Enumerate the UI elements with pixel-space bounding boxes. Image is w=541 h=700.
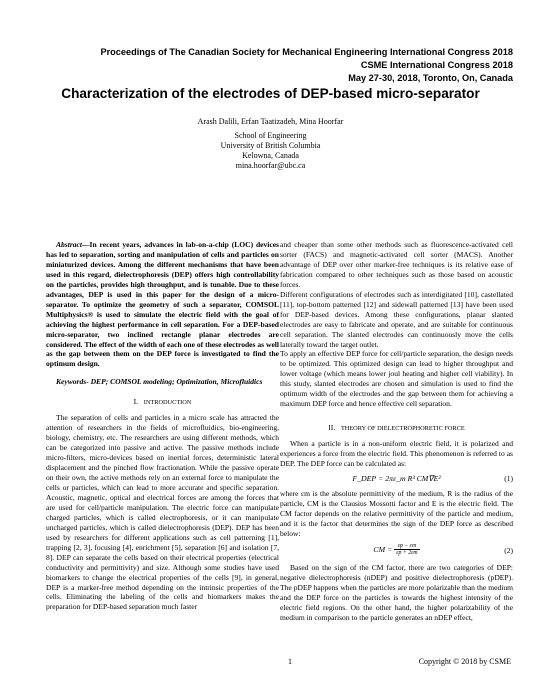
equation-2 xyxy=(280,542,513,560)
keywords-label: Keywords- xyxy=(56,377,89,387)
proceedings-line: Proceedings of The Canadian Society for Mechanical Engineering International Congress 2018 xyxy=(100,47,513,57)
affiliation-university: University of British Columbia xyxy=(220,141,321,150)
optimization-paragraph: To apply an effective DEP force for cell/particle separation, the design needs to be optimized. This optimized design can lead to higher throughput and lower voltage (which means lower joul heating and higher cell viability). In this study, slanted electrodes are chosen and simulation is used to find the optimum width of the electrodes and the gap between them for achieving a maximum DEP force and hence effective cell separation. xyxy=(280,349,513,409)
congress-line: CSME International Congress 2018 xyxy=(360,60,513,70)
affiliation-school: School of Engineering xyxy=(234,131,307,140)
keywords-text: DEP; COMSOL modeling; Optimization, Microfluidics xyxy=(90,377,263,387)
authors: Arash Dalili, Erfan Taatizadeh, Mina Hoorfar xyxy=(197,117,344,126)
page-number: 1 xyxy=(288,657,292,666)
clausius-mossotti-fraction xyxy=(394,543,419,557)
keywords xyxy=(46,377,279,387)
equation-1-expression: F_DEP = 2πε_m R³ CM∇E² xyxy=(352,474,441,484)
equation-1-number: (1) xyxy=(504,474,513,484)
abstract-label: Abstract— xyxy=(56,240,90,249)
date-location-line: May 27-30, 2018, Toronto, On, Canada xyxy=(348,73,513,83)
left-column xyxy=(46,240,279,612)
introduction-paragraph: The separation of cells and particles in a micro scale has attracted the attention of researchers in the fields of microfluidics, bio-engineering, biology, chemistry, etc. The researchers are using different methods, which can be categorized into passive and active. The passive methods include micro-filters, micro-devices based on inertial forces, deterministic lateral displacement and the pinched flow fractionation. While the passive operate on their own, the active methods rely on an external force to manipulate the cells or particles, which can lead to more accurate and specific separation. Acoustic, magnetic, optical and electrical forces are among the forces that are used for cell/particle manipulation. The electric force can manipulate charged particles, which is called electrophoresis, or it can manipulate uncharged particles, which is called dielectrophoresis (DEP). DEP has been used by researchers for different applications such as cell patterning [1], trapping [2, 3], focusing [4], enrichment [5], separation [6] and isolation [7, 8]. DEP can separate the cells based on their electrical properties (electrical conductivity and permittivity) and size. Although some studies have used biomarkers to change the electrical properties of the cells [9], in general, DEP is a marker-free method depending on the intrinsic properties of the cells. Eliminating the labeling of the cells and biomarkers makes the preparation for DEP-based separation much faster xyxy=(46,413,279,612)
affiliation-city: Kelowna, Canada xyxy=(242,151,299,160)
theory-paragraph-1: When a particle is in a non-uniform electric field, it is polarized and experiences a force from the electric field. This phenomenon is referred to as DEP. The DEP force can be calculated as: xyxy=(280,439,513,469)
copyright: Copyright © 2018 by CSME xyxy=(418,657,511,666)
paper-title: Characterization of the electrodes of DEP-based micro-separator xyxy=(61,86,480,101)
equation-2-denominator: εp + 2εm xyxy=(396,550,418,557)
theory-paragraph-3: Based on the sign of the CM factor, there are two categories of DEP: negative dielectrophoresis (nDEP) and positive dielectrophoresis (pDEP). The pDEP happens when the particles are more polarizable than the medium and the DEP force on the particles is towards the highest intensity of the electric field regions. On the other hand, the higher polarizability of the medium in comparison to the particle generates an nDEP effect, xyxy=(280,562,513,622)
right-column xyxy=(280,240,513,623)
equation-2-number: (2) xyxy=(504,545,513,555)
author-email: mina.hoorfar@ubc.ca xyxy=(235,161,306,170)
equation-2-numerator: εp − εm xyxy=(394,543,419,551)
electrode-configurations-paragraph: Different configurations of electrodes such as interdigitated [10], castellated [11], top-bottom patterned [12] and sidewall patterned [13] have been used for DEP-based devices. Among these configurations, planar slanted electrodes are easy to fabricate and operate, and are suitable for continuous cell separation. The slanted electrodes can continuously move the cells laterally toward the target outlet. xyxy=(280,289,513,349)
abstract-text: In recent years, advances in lab-on-a-chip (LOC) devices has led to separation, sorting and manipulation of cells and particles on miniaturized devices. Among the different mechanisms that have been used in this regard, dielectrophoresis (DEP) offers high controllability on the particles, provides high throughput, and is tunable. Due to these advantages, DEP is used in this paper for the design of a micro-separator. To optimize the geometry of such a separator, COMSOL Multiphysics® is used to simulate the electric field with the goal of achieving the highest performance in cell separation. For a DEP-based micro-separator, two inclined rectangle planar electrodes are considered. The effect of the width of each one of these electrodes as well as the gap between them on the DEP force is investigated to find the optimum design. xyxy=(46,240,279,369)
section-heading-theory: II. THEORY OF DIELECTROPHORETIC FORCE xyxy=(328,423,465,433)
equation-2-lhs: CM = xyxy=(373,544,393,554)
abstract xyxy=(46,240,279,369)
intro-continuation: and cheaper than some other methods such as fluorescence-activated cell sorter (FACS) and magnetic-activated cell sorter (MACS). Another advantage of DEP over other marker-free techniques is its relative ease of fabrication compared to other techniques such as those based on acoustic forces. xyxy=(280,240,513,289)
equation-1 xyxy=(280,472,513,486)
section-heading-introduction: I. INTRODUCTION xyxy=(133,397,192,407)
theory-paragraph-2: where εm is the absolute permittivity of the medium, R is the radius of the particle, CM is the Clausius Mossotti factor and E is the electric field. The CM factor depends on the relative permittivity of the particle and medium, and it is the factor that determines the sign of the DEP force as described below: xyxy=(280,489,513,538)
